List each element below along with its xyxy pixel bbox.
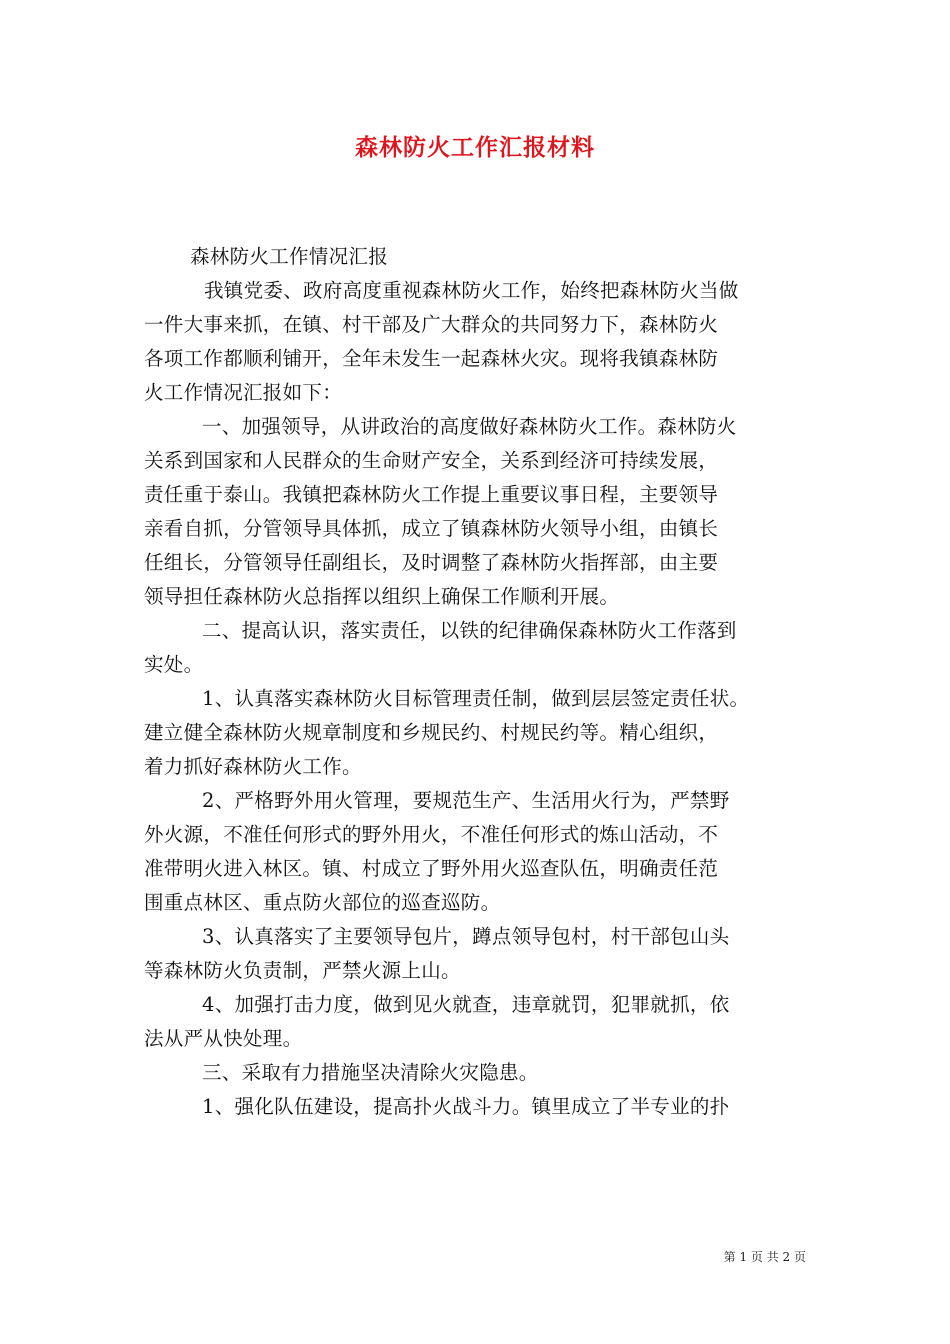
document-title: 森林防火工作汇报材料 [355, 134, 595, 161]
paragraph-first-line: 我镇党委、政府高度重视森林防火工作，始终把森林防火当做 [204, 279, 739, 302]
paragraph-first-line: 二、提高认识，落实责任，以铁的纪律确保森林防火工作落到 [202, 619, 737, 642]
paragraph-line: 准带明火进入林区。镇、村成立了野外用火巡查队伍，明确责任范 [144, 857, 719, 880]
paragraph-first-line: 1、强化队伍建设，提高扑火战斗力。镇里成立了半专业的扑 [202, 1095, 730, 1118]
paragraph-line: 等森林防火负责制，严禁火源上山。 [144, 959, 461, 982]
paragraph-line: 法从严从快处理。 [144, 1027, 303, 1050]
paragraph-first-line: 3、认真落实了主要领导包片，蹲点领导包村，村干部包山头 [202, 925, 730, 948]
paragraph-line: 领导担任森林防火总指挥以组织上确保工作顺利开展。 [144, 585, 620, 608]
paragraph-line: 责任重于泰山。我镇把森林防火工作提上重要议事日程，主要领导 [144, 483, 719, 506]
paragraph-line: 围重点林区、重点防火部位的巡查巡防。 [144, 891, 501, 914]
paragraph-line: 实处。 [144, 653, 204, 676]
paragraph-line: 关系到国家和人民群众的生命财产安全，关系到经济可持续发展， [144, 449, 719, 472]
paragraph-first-line: 2、严格野外用火管理，要规范生产、生活用火行为，严禁野 [202, 789, 730, 812]
paragraph-line: 任组长，分管领导任副组长，及时调整了森林防火指挥部，由主要 [144, 551, 719, 574]
page-number-footer: 第 1 页 共 2 页 [723, 1250, 806, 1264]
paragraph-line: 火工作情况汇报如下： [144, 381, 343, 404]
paragraph-first-line: 4、加强打击力度，做到见火就查，违章就罚，犯罪就抓，依 [202, 993, 730, 1016]
paragraph-line: 外火源，不准任何形式的野外用火，不准任何形式的炼山活动，不 [144, 823, 719, 846]
paragraph-line: 各项工作都顺利铺开，全年未发生一起森林火灾。现将我镇森林防 [144, 347, 719, 370]
paragraph-line: 一件大事来抓，在镇、村干部及广大群众的共同努力下，森林防火 [144, 313, 719, 336]
paragraph-first-line: 1、认真落实森林防火目标管理责任制，做到层层签定责任状。 [202, 687, 750, 710]
report-subtitle: 森林防火工作情况汇报 [190, 245, 389, 268]
paragraph-line: 建立健全森林防火规章制度和乡规民约、村规民约等。精心组织， [144, 721, 719, 744]
paragraph-line: 亲看自抓，分管领导具体抓，成立了镇森林防火领导小组，由镇长 [144, 517, 719, 540]
paragraph-first-line: 一、加强领导，从讲政治的高度做好森林防火工作。森林防火 [202, 415, 737, 438]
paragraph-line: 着力抓好森林防火工作。 [144, 755, 362, 778]
paragraph-first-line: 三、采取有力措施坚决清除火灾隐患。 [202, 1061, 539, 1084]
document-body [144, 240, 824, 1124]
